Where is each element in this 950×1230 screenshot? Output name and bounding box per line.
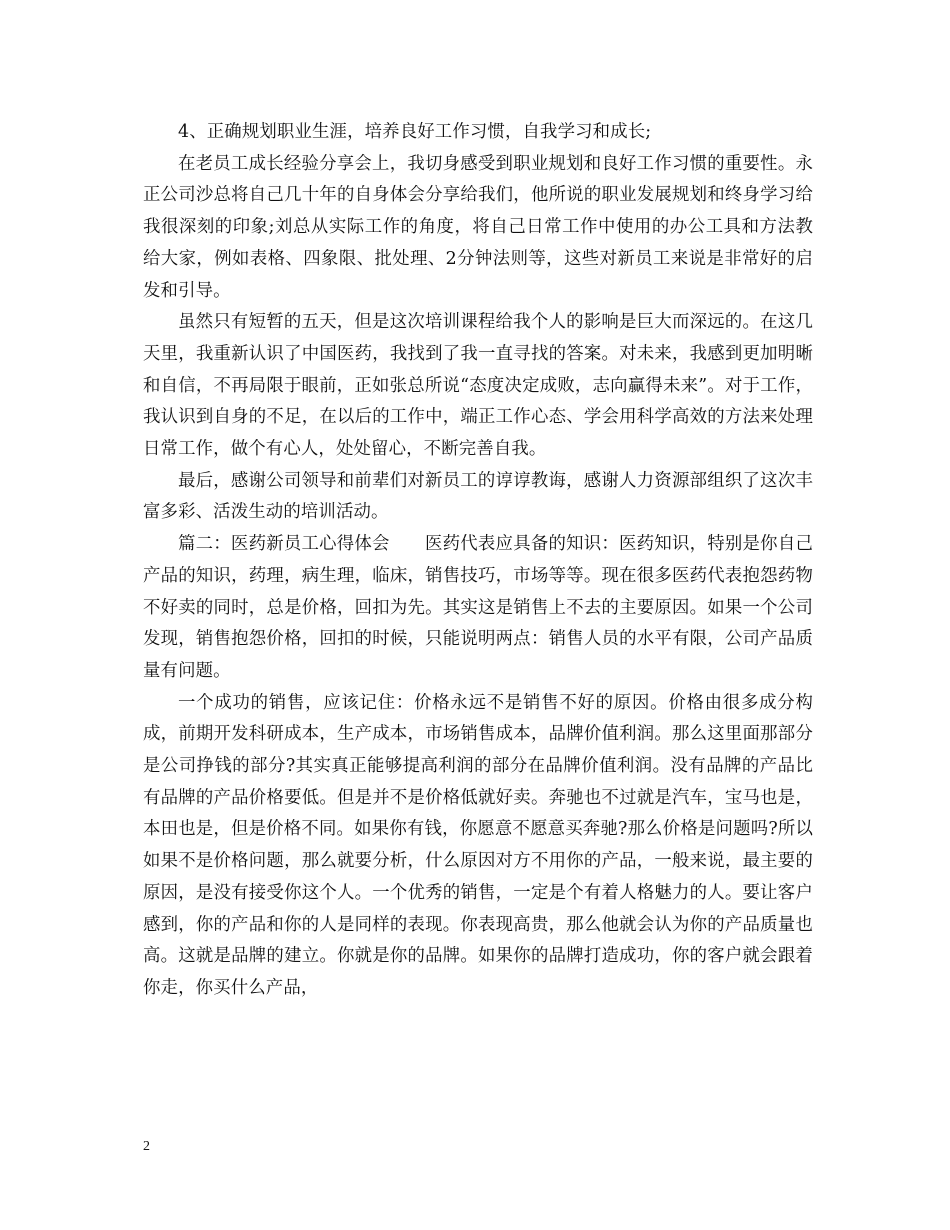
paragraph-5: 篇二：医药新员工心得体会 医药代表应具备的知识：医药知识，特别是你自己产品的知识，药理，病生理，临床，销售技巧，市场等等。现在很多医药代表抱怨药物不好卖的同时，总是价格，回扣为先。其实这是销售上不去的主要原因。如果一个公司发现，销售抱怨价格，回扣的时候，只能说明两点：销售人员的水平有限，公司产品质量有问题。 [143, 534, 813, 681]
paragraph-6: 一个成功的销售，应该记住：价格永远不是销售不好的原因。价格由很多成分构成，前期开发科研成本，生产成本，市场销售成本，品牌价值利润。那么这里面那部分是公司挣钱的部分?其实真正能够提高利润的部分在品牌价值利润。没有品牌的产品比有品牌的产品价格要低。但是并不是价格低就好卖。奔驰也不过就是汽车，宝马也是，本田也是，但是价格不同。如果你有钱，你愿意不愿意买奔驰?那么价格是问题吗?所以如果不是价格问题，那么就要分析，什么原因对方不用你的产品，一般来说，最主要的原因，是没有接受你这个人。一个优秀的销售，一定是个有着人格魅力的人。要让客户感到，你的产品和你的人是同样的表现。你表现高贵，那么他就会认为你的产品质量也高。这就是品牌的建立。你就是你的品牌。如果你的品牌打造成功，你的客户就会跟着你走，你买什么产品， [143, 692, 813, 998]
document-body [143, 117, 813, 1005]
paragraph-3: 虽然只有短暂的五天，但是这次培训课程给我个人的影响是巨大而深远的。在这几天里，我重新认识了中国医药，我找到了我一直寻找的答案。对未来，我感到更加明晰和自信，不再局限于眼前，正如张总所说“态度决定成败，志向赢得未来”。对于工作，我认识到自身的不足，在以后的工作中，端正工作心态、学会用科学高效的方法来处理日常工作，做个有心人，处处留心，不断完善自我。 [143, 312, 813, 460]
paragraph-2: 在老员工成长经验分享会上，我切身感受到职业规划和良好工作习惯的重要性。永正公司沙总将自己几十年的自身体会分享给我们，他所说的职业发展规划和终身学习给我很深刻的印象;刘总从实际工作的角度，将自己日常工作中使用的办公工具和方法教给大家，例如表格、四象限、批处理、2分钟法则等，这些对新员工来说是非常好的启发和引导。 [143, 153, 813, 301]
paragraph-1: 4、正确规划职业生涯，培养良好工作习惯，自我学习和成长; [178, 122, 652, 142]
paragraph-4: 最后，感谢公司领导和前辈们对新员工的谆谆教诲，感谢人力资源部组织了这次丰富多彩、活泼生动的培训活动。 [143, 470, 813, 523]
page-number: 2 [143, 1139, 150, 1154]
